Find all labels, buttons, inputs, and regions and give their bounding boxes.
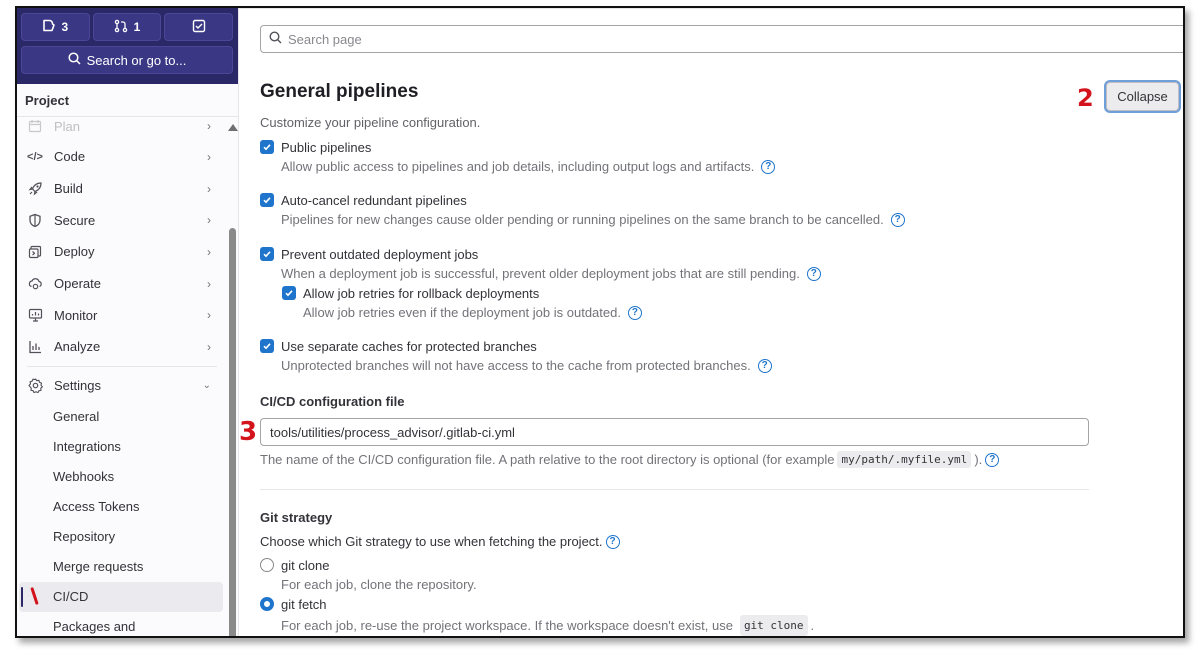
git-clone-code: git clone — [740, 615, 808, 636]
sidebar-item-label: Secure — [54, 212, 96, 228]
scroll-up-arrow-icon[interactable] — [228, 124, 238, 131]
help-icon[interactable]: ? — [606, 535, 620, 549]
sidebar-item-label: Settings — [54, 378, 101, 394]
sidebar-nav — [17, 118, 227, 638]
checkbox-label: Prevent outdated deployment jobs — [281, 247, 479, 262]
checkbox-separate-caches[interactable] — [260, 338, 772, 374]
issues-count: 3 — [61, 20, 69, 34]
checkbox-help — [303, 304, 642, 321]
sidebar-subitem-repository[interactable]: Repository — [53, 529, 116, 544]
ci-config-label: CI/CD configuration file — [260, 394, 405, 409]
nav-divider — [27, 366, 217, 367]
radio-git-clone[interactable] — [260, 557, 477, 593]
checkbox-public-pipelines[interactable] — [260, 139, 775, 175]
scrollbar-thumb[interactable] — [229, 228, 236, 638]
sidebar-subitem-label: CI/CD — [53, 589, 89, 604]
chevron-right-icon: › — [207, 149, 211, 164]
search-page-input[interactable] — [260, 25, 1185, 53]
radio-selected-icon[interactable] — [260, 597, 274, 611]
todo-button[interactable] — [164, 13, 233, 41]
global-search-label: Search or go to... — [86, 52, 187, 68]
sidebar-item-label: Plan — [54, 118, 81, 134]
checkbox-help-text: Unprotected branches will not have access to the cache from protected branches. — [281, 358, 751, 373]
ci-config-example-code: my/path/.myfile.yml — [837, 451, 971, 468]
radio-help-text: For each job, re-use the project workspace. If the workspace doesn't exist, use — [281, 618, 733, 633]
help-icon[interactable]: ? — [985, 453, 999, 467]
sidebar-subitem-cicd[interactable] — [19, 582, 223, 612]
checkbox-auto-cancel[interactable] — [260, 192, 905, 228]
chevron-right-icon: › — [207, 339, 211, 354]
section-divider — [260, 489, 1089, 490]
sidebar-item-monitor[interactable] — [17, 299, 227, 331]
gear-icon — [27, 378, 43, 394]
global-search-button[interactable] — [21, 46, 233, 74]
sidebar-item-label: Analyze — [54, 339, 101, 355]
issues-icon — [42, 19, 55, 36]
sidebar-item-build[interactable] — [17, 173, 227, 205]
git-strategy-label: Git strategy — [260, 510, 333, 525]
sidebar-subitem-merge-requests[interactable]: Merge requests — [53, 559, 144, 574]
top-border — [239, 8, 1183, 9]
annotation-marker-1 — [30, 586, 38, 604]
sidebar-subitem-access-tokens[interactable]: Access Tokens — [53, 499, 140, 514]
monitor-icon — [27, 307, 43, 323]
checkbox-help — [281, 265, 821, 282]
checkbox-help-text: Allow public access to pipelines and job details, including output logs and artifacts. — [281, 159, 755, 174]
todo-icon — [192, 19, 206, 36]
search-page-placeholder: Search page — [288, 31, 362, 47]
ci-config-help-text: The name of the CI/CD configuration file. A path relative to the root directory is optional (for example — [260, 452, 835, 467]
sidebar-item-operate[interactable] — [17, 268, 227, 300]
annotation-marker-2: 2 — [1077, 84, 1094, 112]
sidebar-header — [17, 8, 238, 84]
sidebar-item-label: Build — [54, 181, 83, 197]
collapse-button[interactable]: Collapse — [1106, 82, 1179, 111]
radio-help-suffix: . — [810, 618, 815, 633]
checkbox-prevent-outdated[interactable] — [260, 246, 821, 282]
radio-help-text: For each job, clone the repository. — [281, 577, 477, 592]
sidebar-item-label: Code — [54, 149, 86, 165]
checkbox-label: Use separate caches for protected branches — [281, 339, 537, 354]
git-strategy-description — [260, 534, 620, 549]
sidebar-item-settings[interactable] — [17, 370, 227, 402]
checkbox-help — [281, 211, 905, 228]
checkbox-label: Allow job retries for rollback deployments — [303, 286, 540, 301]
chevron-down-icon: ⌄ — [202, 380, 211, 392]
annotation-marker-3: 3 — [239, 417, 258, 447]
checkbox-label: Auto-cancel redundant pipelines — [281, 193, 467, 208]
checkbox-help-text: Pipelines for new changes cause older pending or running pipelines on the same branch to be cancelled. — [281, 212, 884, 227]
sidebar-subitem-general[interactable]: General — [53, 409, 100, 424]
help-icon[interactable]: ? — [628, 306, 642, 320]
git-strategy-description-text: Choose which Git strategy to use when fetching the project. — [260, 534, 603, 549]
plan-icon — [27, 118, 43, 134]
checkbox-checked-icon[interactable] — [260, 247, 274, 261]
checkbox-help — [281, 158, 775, 175]
sidebar-item-deploy[interactable] — [17, 236, 227, 268]
sidebar-subitem-integrations[interactable]: Integrations — [53, 439, 121, 454]
sidebar-item-label: Deploy — [54, 244, 95, 260]
search-icon — [269, 31, 282, 47]
shield-icon — [27, 212, 43, 228]
ci-config-path-input[interactable]: tools/utilities/process_advisor/.gitlab-ci.yml — [260, 418, 1089, 446]
issues-button[interactable] — [21, 13, 90, 41]
deploy-icon — [27, 244, 43, 260]
sidebar-item-label: Operate — [54, 276, 101, 292]
chevron-right-icon: › — [207, 276, 211, 291]
ci-config-help — [260, 451, 999, 468]
chevron-right-icon: › — [207, 119, 211, 133]
radio-help — [281, 615, 814, 636]
checkbox-label: Public pipelines — [281, 140, 372, 155]
checkbox-help-text: When a deployment job is successful, prevent older deployment jobs that are still pending. — [281, 266, 800, 281]
radio-unselected-icon[interactable] — [260, 558, 274, 572]
code-icon: </> — [27, 150, 43, 163]
chevron-right-icon: › — [207, 181, 211, 196]
section-subtitle: Customize your pipeline configuration. — [260, 115, 481, 130]
help-icon[interactable]: ? — [807, 267, 821, 281]
checkbox-allow-rollback-retries[interactable] — [282, 285, 642, 321]
rocket-icon — [27, 181, 43, 197]
context-title: Project — [17, 84, 238, 117]
checkbox-checked-icon[interactable] — [260, 140, 274, 154]
radio-label: git clone — [281, 558, 330, 573]
help-icon[interactable]: ? — [761, 160, 775, 174]
checkbox-checked-icon[interactable] — [260, 339, 274, 353]
checkbox-help-text: Allow job retries even if the deployment job is outdated. — [303, 305, 621, 320]
checkbox-help — [281, 357, 772, 374]
help-icon[interactable]: ? — [891, 213, 905, 227]
section-title: General pipelines — [260, 81, 419, 102]
search-icon — [68, 52, 81, 68]
sidebar-item-secure[interactable] — [17, 204, 227, 236]
checkbox-checked-icon[interactable] — [282, 286, 296, 300]
main-content — [239, 8, 1183, 636]
merge-requests-count: 1 — [133, 20, 141, 34]
merge-request-icon — [114, 19, 128, 36]
sidebar-scrollbar[interactable] — [227, 118, 238, 638]
sidebar-item-label: Monitor — [54, 307, 98, 323]
sidebar-item-code[interactable] — [17, 141, 227, 173]
ci-config-help-suffix: ). — [974, 452, 983, 467]
sidebar — [17, 8, 239, 636]
screenshot-frame — [15, 6, 1185, 638]
sidebar-subitem-webhooks[interactable]: Webhooks — [53, 469, 115, 484]
chart-icon — [27, 339, 43, 355]
radio-label: git fetch — [281, 597, 327, 612]
sidebar-item-plan[interactable] — [17, 117, 227, 135]
merge-requests-button[interactable] — [93, 13, 162, 41]
chevron-right-icon: › — [207, 308, 211, 323]
radio-git-fetch[interactable] — [260, 596, 814, 636]
cloud-icon — [27, 276, 43, 292]
checkbox-checked-icon[interactable] — [260, 193, 274, 207]
chevron-right-icon: › — [207, 244, 211, 259]
sidebar-subitem-packages[interactable]: Packages and — [53, 619, 136, 634]
help-icon[interactable]: ? — [758, 359, 772, 373]
chevron-right-icon: › — [207, 213, 211, 228]
sidebar-item-analyze[interactable] — [17, 331, 227, 363]
